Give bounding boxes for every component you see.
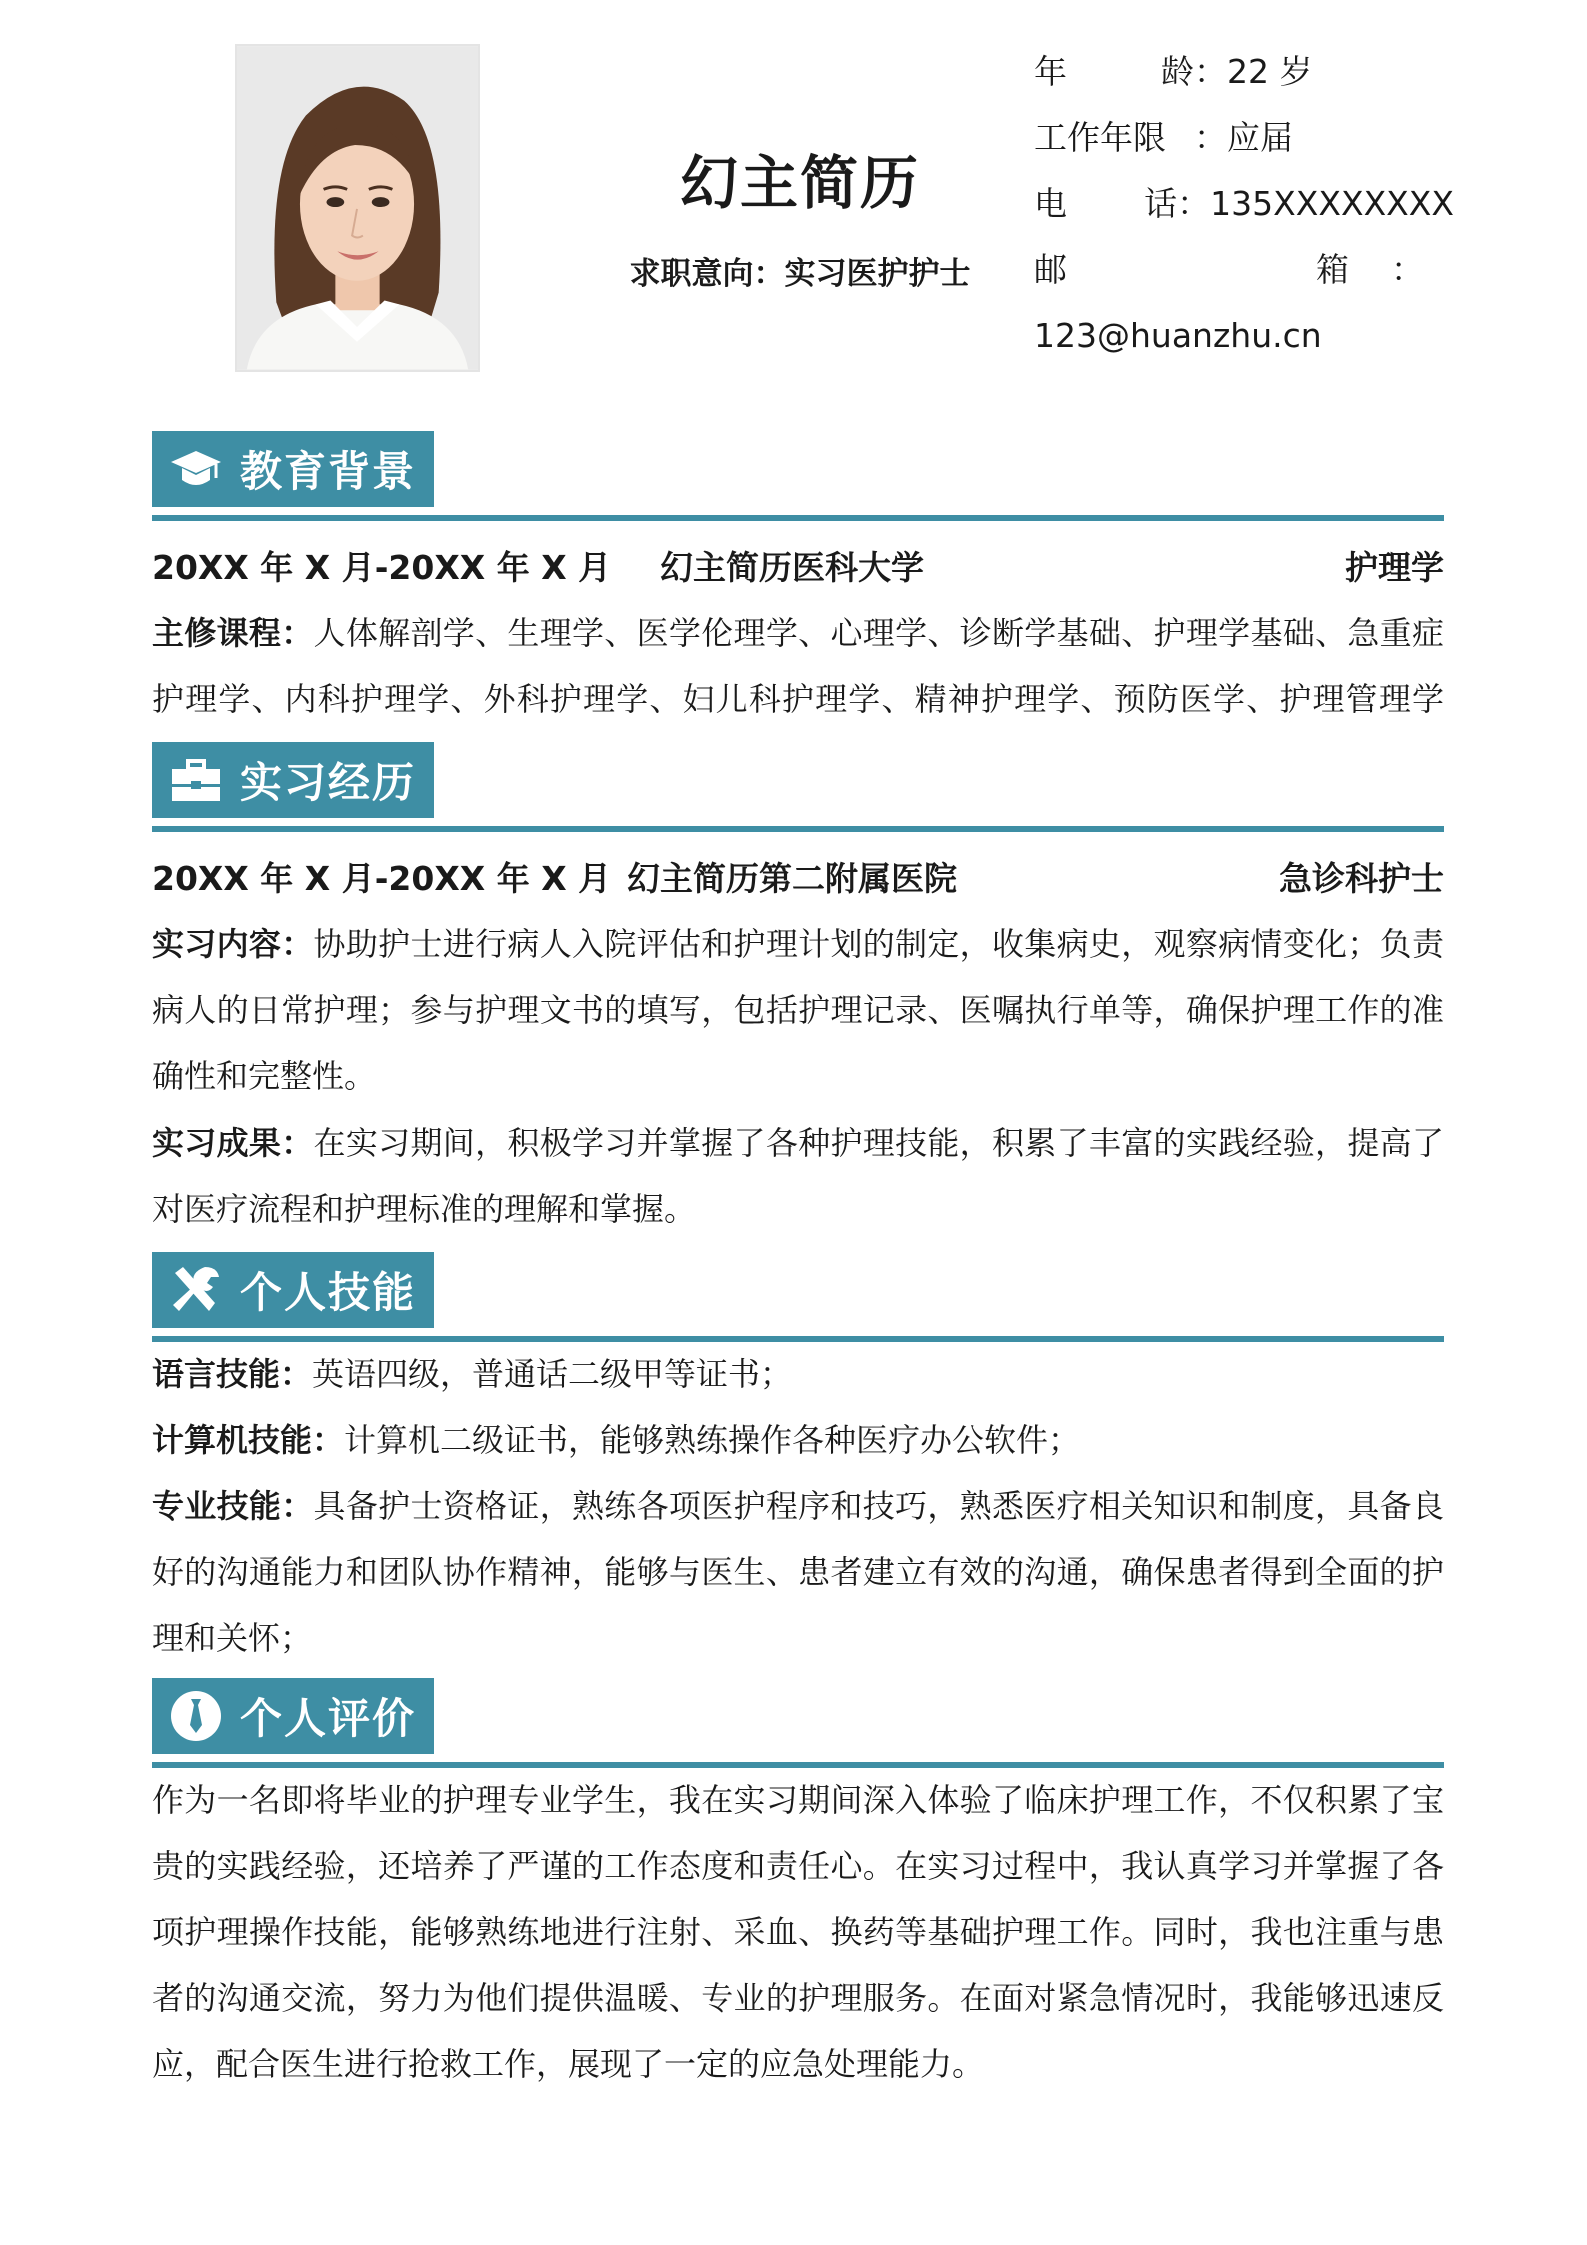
- internship-period: 20XX 年 X 月-20XX 年 X 月: [152, 859, 612, 898]
- result-label: 实习成果：: [152, 1124, 314, 1162]
- internship-row: [152, 853, 1444, 909]
- info-experience-value: 应届: [1227, 118, 1293, 157]
- content-text: 协助护士进行病人入院评估和护理计划的制定，收集病史，观察病情变化；负责病人的日常护理；参与护理文书的填写，包括护理记录、医嘱执行单等，确保护理工作的准确性和完整性。: [152, 925, 1444, 1095]
- skill-professional: [152, 1473, 1444, 1671]
- info-email-value[interactable]: 123@huanzhu.cn: [1034, 316, 1322, 355]
- job-intent-label: 求职意向：: [629, 256, 785, 292]
- section-divider: [152, 826, 1444, 832]
- section-internship-title: 实习经历: [240, 758, 417, 807]
- section-education-title: 教育背景: [240, 447, 417, 496]
- section-evaluation-title: 个人评价: [240, 1694, 417, 1743]
- tools-icon: [166, 1260, 226, 1320]
- education-period: 20XX 年 X 月-20XX 年 X 月: [152, 548, 612, 587]
- info-experience-label: 工作年限: [1034, 118, 1166, 157]
- graduation-cap-icon: [166, 439, 226, 499]
- info-age-label: 年 龄: [1034, 52, 1194, 91]
- content-label: 实习内容：: [152, 925, 314, 963]
- section-education-header: [152, 431, 1444, 521]
- info-email-label-row: 邮 箱 ：: [1034, 244, 1424, 310]
- courses-text: 人体解剖学、生理学、医学伦理学、心理学、诊断学基础、护理学基础、急重症护理学、内科护理学、外科护理学、妇儿科护理学、精神护理学、预防医学、护理管理学: [152, 614, 1444, 718]
- portrait-image: [237, 46, 478, 370]
- section-divider: [152, 515, 1444, 521]
- internship-result: [152, 1110, 1444, 1242]
- skill-computer: [152, 1407, 1444, 1473]
- tie-icon: [166, 1686, 226, 1746]
- courses-label: 主修课程：: [152, 614, 314, 652]
- computer-text: 计算机二级证书，能够熟练操作各种医疗办公软件；: [344, 1421, 1081, 1459]
- section-evaluation-header: [152, 1678, 1444, 1768]
- professional-label: 专业技能：: [152, 1487, 314, 1525]
- job-intent-value: 实习医护护士: [784, 256, 971, 292]
- info-phone-label: 电 话: [1034, 184, 1178, 223]
- info-phone: 电 话 ： 135XXXXXXXX: [1034, 178, 1454, 244]
- profile-photo: [235, 44, 480, 372]
- internship-hospital: 幻主简历第二附属医院: [627, 859, 957, 898]
- internship-content: [152, 911, 1444, 1109]
- language-label: 语言技能：: [152, 1355, 313, 1393]
- info-email-label-b: 箱: [1316, 250, 1349, 289]
- section-skills-title: 个人技能: [240, 1268, 417, 1317]
- info-phone-value: 135XXXXXXXX: [1210, 184, 1454, 223]
- section-skills-header: [152, 1252, 1444, 1342]
- education-row: [152, 542, 1444, 598]
- evaluation-text: 作为一名即将毕业的护理专业学生，我在实习期间深入体验了临床护理工作，不仅积累了宝贵的实践经验，还培养了严谨的工作态度和责任心。在实习过程中，我认真学习并掌握了各项护理操作技能，能够熟练地进行注射、采血、换药等基础护理工作。同时，我也注重与患者的沟通交流，努力为他们提供温暖、专业的护理服务。在面对紧急情况时，我能够迅速反应，配合医生进行抢救工作，展现了一定的应急处理能力。: [152, 1781, 1444, 2083]
- info-email-label-a: 邮: [1034, 250, 1067, 289]
- professional-text: 具备护士资格证，熟练各项医护程序和技巧，熟悉医疗相关知识和制度，具备良好的沟通能力和团队协作精神，能够与医生、患者建立有效的沟通，确保患者得到全面的护理和关怀；: [152, 1487, 1444, 1657]
- education-major: 护理学: [1345, 548, 1444, 587]
- result-text: 在实习期间，积极学习并掌握了各种护理技能，积累了丰富的实践经验，提高了对医疗流程和护理标准的理解和掌握。: [152, 1124, 1444, 1228]
- info-age: 年 龄 ： 22 岁: [1034, 46, 1454, 112]
- education-school: 幻主简历医科大学: [660, 548, 924, 587]
- skill-language: [152, 1341, 1444, 1407]
- resume-name: 幻主简历: [679, 149, 920, 217]
- internship-role: 急诊科护士: [1279, 859, 1444, 898]
- section-internship-header: [152, 742, 1444, 832]
- briefcase-icon: [166, 750, 226, 810]
- language-text: 英语四级，普通话二级甲等证书；: [312, 1355, 793, 1393]
- job-intent: [600, 248, 1000, 293]
- info-age-value: 22 岁: [1227, 52, 1313, 91]
- personal-info: [1034, 46, 1454, 376]
- computer-label: 计算机技能：: [152, 1421, 345, 1459]
- info-experience: 工作年限 ： 应届: [1034, 112, 1454, 178]
